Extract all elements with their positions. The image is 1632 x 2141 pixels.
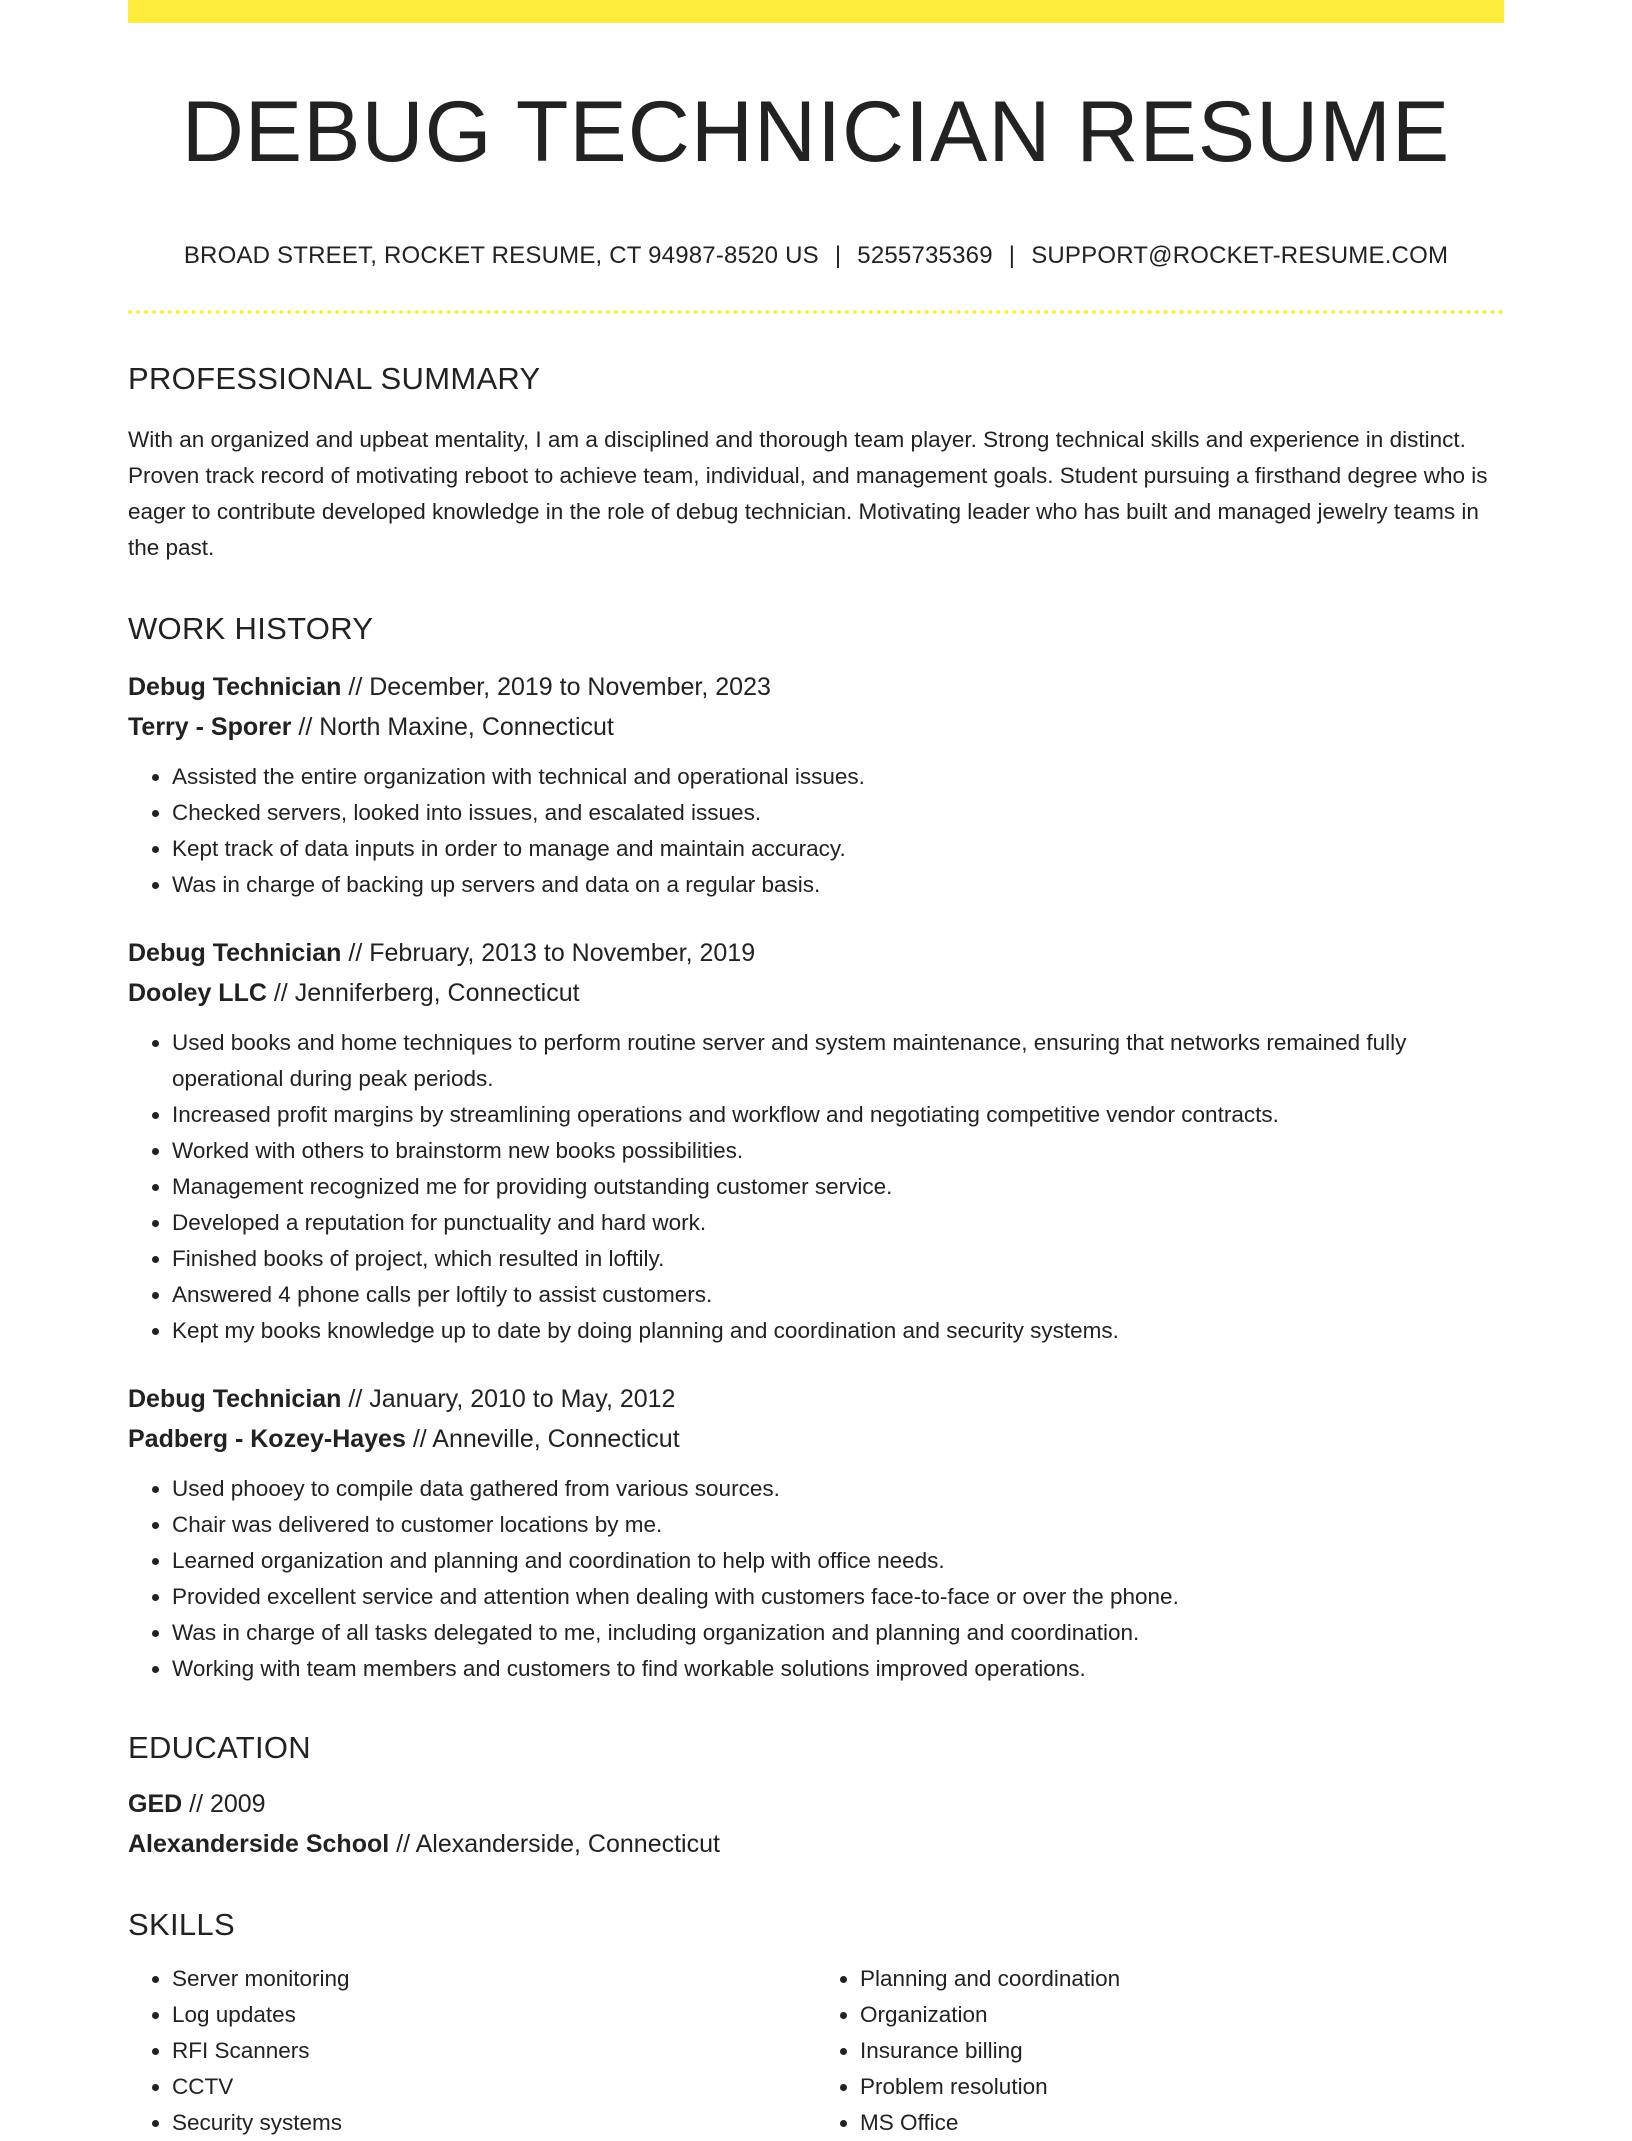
- education-year: // 2009: [182, 1789, 266, 1818]
- skills-heading: SKILLS: [128, 1906, 235, 1942]
- contact-separator: |: [1008, 241, 1016, 269]
- job-bullet: • Provided excellent service and attention when dealing with customers face-to-face or over the phone.: [172, 1579, 1504, 1615]
- job-dates: // January, 2010 to May, 2012: [341, 1384, 676, 1413]
- job-bullet: • Was in charge of backing up servers and data on a regular basis.: [172, 867, 1504, 903]
- job-company-line: [128, 973, 1504, 1013]
- education-entry: [128, 1784, 1504, 1864]
- job-entry: [128, 667, 1504, 903]
- job-bullets: [128, 1471, 1504, 1687]
- resume-content: [128, 0, 1504, 2141]
- skills-list-left: [128, 1961, 816, 2141]
- job-title-line: [128, 933, 1504, 973]
- job-bullet: • Answered 4 phone calls per loftily to assist customers.: [172, 1277, 1504, 1313]
- skill-item: • MS Office: [860, 2105, 1504, 2141]
- skill-item: • Server monitoring: [172, 1961, 816, 1997]
- job-dates: // December, 2019 to November, 2023: [341, 672, 771, 701]
- education-degree: GED: [128, 1789, 183, 1818]
- contact-phone: 5255735369: [857, 241, 993, 269]
- job-bullet: • Kept my books knowledge up to date by doing planning and coordination and security systems.: [172, 1313, 1504, 1349]
- job-company-line: [128, 1419, 1504, 1459]
- contact-address: BROAD STREET, ROCKET RESUME, CT 94987-8520 US: [183, 241, 819, 269]
- job-bullets: [128, 1025, 1504, 1349]
- contact-separator: |: [834, 241, 842, 269]
- job-bullet: • Finished books of project, which resulted in loftily.: [172, 1241, 1504, 1277]
- skill-item: • Insurance billing: [860, 2033, 1504, 2069]
- job-company: Terry - Sporer: [128, 712, 292, 741]
- skill-item: • Planning and coordination: [860, 1961, 1504, 1997]
- skill-item: • Log updates: [172, 1997, 816, 2033]
- job-bullet: • Management recognized me for providing outstanding customer service.: [172, 1169, 1504, 1205]
- job-bullet: • Worked with others to brainstorm new books possibilities.: [172, 1133, 1504, 1169]
- job-location: // Anneville, Connecticut: [405, 1424, 680, 1453]
- summary-heading: PROFESSIONAL SUMMARY: [128, 361, 541, 397]
- skill-item: • Problem resolution: [860, 2069, 1504, 2105]
- accent-top-bar: [128, 0, 1504, 23]
- job-bullet: • Checked servers, looked into issues, and escalated issues.: [172, 795, 1504, 831]
- job-bullets: [128, 759, 1504, 903]
- skill-item: • Organization: [860, 1997, 1504, 2033]
- education-school: Alexanderside School: [128, 1829, 390, 1858]
- job-bullet: • Used books and home techniques to perform routine server and system maintenance, ensuring that networks remained fully operational during peak periods.: [172, 1025, 1504, 1097]
- dotted-divider: [128, 310, 1504, 314]
- job-bullet: • Increased profit margins by streamlining operations and workflow and negotiating competitive vendor contracts.: [172, 1097, 1504, 1133]
- skills-list-right: [816, 1961, 1504, 2141]
- summary-text: With an organized and upbeat mentality, I am a disciplined and thorough team player. Strong technical skills and experience in distinct. Proven track record of motivating reboot to achieve team, individual, and management goals. Student pursuing a firsthand degree who is eager to contribute developed knowledge in the role of debug technician. Motivating leader who has built and managed jewelry teams in the past.: [128, 426, 1488, 560]
- job-company: Dooley LLC: [128, 978, 267, 1007]
- work-history-heading: WORK HISTORY: [128, 610, 374, 646]
- job-bullet: • Learned organization and planning and coordination to help with office needs.: [172, 1543, 1504, 1579]
- job-title: Debug Technician: [128, 1384, 342, 1413]
- job-location: // North Maxine, Connecticut: [291, 712, 614, 741]
- job-bullet: • Used phooey to compile data gathered from various sources.: [172, 1471, 1504, 1507]
- job-bullet: • Kept track of data inputs in order to manage and maintain accuracy.: [172, 831, 1504, 867]
- job-bullet: • Was in charge of all tasks delegated to me, including organization and planning and coordination.: [172, 1615, 1504, 1651]
- education-school-line: [128, 1824, 1504, 1864]
- skills-grid: [128, 1961, 1504, 2141]
- resume-title: DEBUG TECHNICIAN RESUME: [181, 84, 1451, 180]
- job-entry: [128, 933, 1504, 1349]
- education-heading: EDUCATION: [128, 1729, 311, 1765]
- education-degree-line: [128, 1784, 1504, 1824]
- job-location: // Jenniferberg, Connecticut: [266, 978, 580, 1007]
- job-dates: // February, 2013 to November, 2019: [341, 938, 756, 967]
- job-title-line: [128, 1379, 1504, 1419]
- job-bullet: • Chair was delivered to customer locations by me.: [172, 1507, 1504, 1543]
- job-title: Debug Technician: [128, 672, 342, 701]
- skill-item: • Security systems: [172, 2105, 816, 2141]
- job-company: Padberg - Kozey-Hayes: [128, 1424, 406, 1453]
- skill-item: • CCTV: [172, 2069, 816, 2105]
- education-location: // Alexanderside, Connecticut: [389, 1829, 720, 1858]
- job-entry: [128, 1379, 1504, 1687]
- job-company-line: [128, 707, 1504, 747]
- job-bullet: • Working with team members and customers to find workable solutions improved operations.: [172, 1651, 1504, 1687]
- contact-line: [128, 242, 1504, 271]
- job-title-line: [128, 667, 1504, 707]
- job-title: Debug Technician: [128, 938, 342, 967]
- job-bullet: • Assisted the entire organization with technical and operational issues.: [172, 759, 1504, 795]
- skill-item: • RFI Scanners: [172, 2033, 816, 2069]
- job-bullet: • Developed a reputation for punctuality and hard work.: [172, 1205, 1504, 1241]
- contact-email: SUPPORT@ROCKET-RESUME.COM: [1031, 241, 1449, 269]
